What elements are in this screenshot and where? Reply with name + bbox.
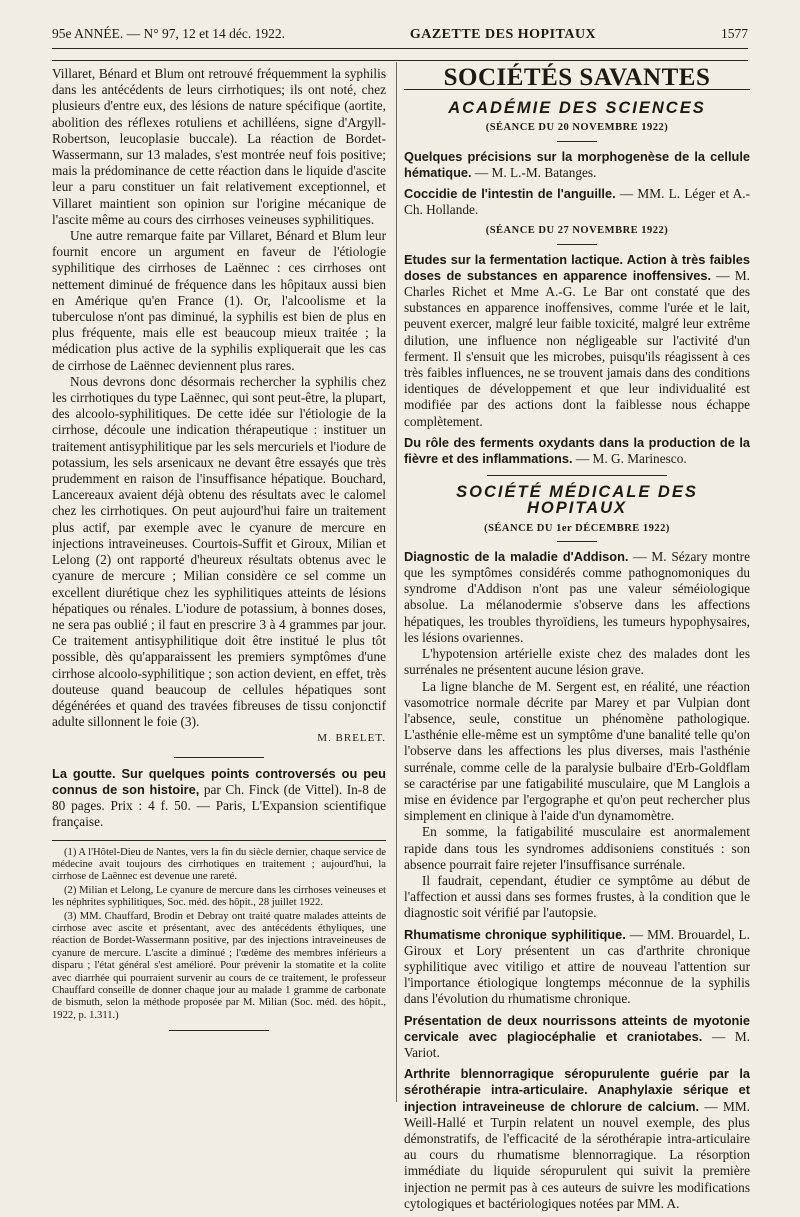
article-title: Du rôle des ferments oxydants dans la production de la fièvre et des inflammations. bbox=[404, 434, 750, 467]
article-title: Présentation de deux nourrissons atteints de myotonie cervicale avec plagiocéphalie et craniotabes. bbox=[404, 1012, 750, 1044]
session-date: (SÉANCE DU 1er DÉCEMBRE 1922) bbox=[484, 522, 670, 534]
article-body: — M. Variot. bbox=[404, 1028, 751, 1060]
left-column bbox=[52, 66, 386, 1031]
article bbox=[404, 252, 750, 430]
article bbox=[404, 435, 750, 467]
paragraph: Une autre remarque faite par Villaret, Bénard et Blum leur fournit encore un argument en faveur de l'étiologie syphilitique des cirrhoses de Laënnec : ces cirrhoses ont nettement diminué de fréquence dans les hôpitaux aussi bien en Amérique qu'en France (1). Or, l'alcoolisme et la tuberculose n'ont pas diminué, la syphilis est bien de plus en plus fréquente, mais elle est beaucoup mieux traitée ; la médication plus active de la syphilis expliquerait que les cas de cirrhose de Laënnec deviennent plus rares. bbox=[52, 228, 386, 373]
article-body: — M. G. Marinesco. bbox=[572, 451, 687, 467]
book-review bbox=[52, 766, 386, 830]
article bbox=[404, 927, 750, 1008]
footnote: (3) MM. Chauffard, Brodin et Debray ont traité quatre malades atteints de cirrhose avec ascite et présentant, avec des antécédents éthyliques, une réaction de Bordet-Wassermann positive, par des injections intraveineuses de cyanure de mercure. L'ascite a diminué ; l'œdème des membres inférieurs a disparu ; l'état général s'est amélioré. Pour prévenir la stomatite et la colite avec diarrhée qui pourraient survenir au cours de ce traitement, le professeur Chauffard conseille de donner chaque jour au malade 1 gramme de carbonate de bismuth, selon la méthode proposée par M. Milian (Soc. méd. des hôpit., 1922, p. 1.311.) bbox=[52, 910, 386, 1021]
column-divider bbox=[396, 62, 397, 1102]
footnote: (1) A l'Hôtel-Dieu de Nantes, vers la fin du siècle dernier, chaque service de médecine avait toujours des cirrhotiques en traitement ; aujourd'hui, la cirrhose de Laënnec est devenue une rareté. bbox=[52, 846, 386, 883]
separator bbox=[174, 757, 264, 758]
societe-title: SOCIÉTÉ MÉDICALE DES HOPITAUX bbox=[456, 483, 698, 518]
article bbox=[404, 1013, 750, 1062]
article bbox=[404, 549, 750, 922]
paragraph: Villaret, Bénard et Blum ont retrouvé fréquemment la syphilis dans les antécédents de leurs cirrhotiques; ils ont noté, chez plusieurs d'entre eux, des lésions de nature spécifique (aortite, abolition des réflexes rotuliens et achilléens, signe d'Argyll-Robertson, leucoplasie buccale). La réaction de Bordet-Wassermann, sur 13 malades, s'est montrée neuf fois positive; mais la prédominance de cette réaction dans le liquide d'ascite leur a paru constituer un fait relativement exceptionnel, et Villaret maintient son opinion sur l'origine mécanique de l'ascite même au cours des cirrhoses veineuses syphilitiques. bbox=[52, 66, 386, 227]
end-separator bbox=[169, 1030, 269, 1031]
article-title: Etudes sur la fermentation lactique. Action à très faibles doses de substances en apparence inoffensives. bbox=[404, 251, 750, 283]
separator bbox=[487, 475, 667, 476]
session-date: (SÉANCE DU 27 NOVEMBRE 1922) bbox=[485, 225, 669, 237]
section-title: SOCIÉTÉS SAVANTES bbox=[443, 64, 711, 91]
article-title: Coccidie de l'intestin de l'anguille. bbox=[404, 186, 616, 202]
journal-title: GAZETTE DES HOPITAUX bbox=[409, 27, 597, 42]
article bbox=[404, 149, 750, 181]
running-header bbox=[52, 26, 748, 46]
footnote: (2) Milian et Lelong, Le cyanure de mercure dans les cirrhoses veineuses et les néphrites syphilitiques, Soc. méd. des hôpit., 28 juillet 1922. bbox=[52, 884, 386, 909]
paragraph: Nous devrons donc désormais rechercher la syphilis chez les cirrhotiques du type Laënnec, qui sont peut-être, la plupart, des alcoolo-syphilitiques. De cette idée sur l'étiologie de la cirrhose, découle une indication thérapeutique : instituer un traitement antisyphilitique par les sels mercuriels et l'iodure de potassium, les sels arsenicaux ne devant être essayés que très prudemment en raison de l'insuffisance hépatique. Bouchard, Lancereaux avaient déjà obtenu des résultats avec le calomel chez les cirrhotiques. On peut aujourd'hui faire un traitement plus actif, par exemple avec le cyanure de mercure en injections intraveineuses. Courtois-Suffit et Giroux, Milian et Lelong (2) ont rapporté d'heureux résultats obtenus avec le cyanure de mercure ; Milian considère ce sel comme un excellent diurétique chez les syphilitiques atteints de lésions hépatiques ou rénales. L'iodure de potassium, à bonnes doses, ne sera pas oublié ; il faut en prescrire 3 à 4 grammes par jour. Ce traitement antisyphilitique doit être institué le plus tôt possible, dès qu'apparaissent les premiers symptômes d'une cirrhose alcoolo-syphilitique ; son action devient, en effet, très douteuse quand beaucoup de cellules hépatiques sont dégénérées et quand des travées fibreuses de tissu conjonctif adulte sillonnent le foie (3). bbox=[52, 373, 386, 730]
article-body: — M. Charles Richet et Mme A.-G. Le Bar ont constaté que des substances en apparence inoffensives, comme l'urée et le lait, peuvent exercer, malgré leur faible toxicité, malgré leur extrême dilution, une influence non négligeable sur l'activité d'un ferment. Il s'ensuit que les microbes, puisqu'ils réagissent à ces très faibles influences, ne se trouvent jamais dans des conditions identiques de développement et que leur individualité est modifiée par des actions dont la faiblesse nous échappe complètement. bbox=[404, 267, 750, 429]
academie-title: ACADÉMIE DES SCIENCES bbox=[448, 99, 706, 118]
article-title: Diagnostic de la maladie d'Addison. bbox=[404, 548, 629, 564]
article-title: Quelques précisions sur la morphogenèse de la cellule hématique. bbox=[404, 148, 750, 180]
article-body: — M. L.-M. Batanges. bbox=[471, 164, 597, 180]
paragraph: Il faudrait, cependant, étudier ce symptôme au début de l'affection et aussi dans ses formes frustes, à la condition que le diagnostic soit vérifié par l'autopsie. bbox=[404, 872, 750, 921]
book-details: par Ch. Finck (de Vittel). In-8 de 80 pages. Prix : 4 f. 50. — Paris, L'Expansion scientifique française. bbox=[52, 781, 386, 829]
paragraph: L'hypotension artérielle existe chez des malades dont les surrénales ne présentent aucune lésion grave. bbox=[404, 646, 750, 678]
session-date: (SÉANCE DU 20 NOVEMBRE 1922) bbox=[485, 122, 669, 134]
footnotes bbox=[52, 847, 386, 1023]
article-title: Rhumatisme chronique syphilitique. bbox=[404, 926, 626, 942]
author-signature: M. BRELET. bbox=[317, 732, 386, 745]
article-body: — MM. Weill-Hallé et Turpin relatent un nouvel exemple, des plus démonstratifs, de l'efficacité de la sérothérapie intra-articulaire au cours du rhumatisme blennorragique. La résorption immédiate du liquide séropurulent qui suivit la première injection ne permit pas à ces auteurs de suivre les modifications cytologiques et bactériologiques notées par MM. A. bbox=[404, 1098, 750, 1211]
separator bbox=[557, 244, 597, 245]
book-title: La goutte. Sur quelques points controversés ou peu connus de son histoire, bbox=[52, 765, 386, 797]
page-number: 1577 bbox=[721, 26, 748, 41]
footnote-rule bbox=[52, 840, 386, 841]
article-title: Arthrite blennorragique séropurulente guérie par la sérothérapie intra-articulaire. Anaphylaxie sérique et injection intraveineuse de chlorure de calcium. bbox=[404, 1066, 750, 1114]
header-rule bbox=[52, 48, 748, 49]
article bbox=[404, 1066, 750, 1212]
paragraph: En somme, la fatigabilité musculaire est anormalement rapide dans tous les syndromes addisoniens constitués : son absence pourrait faire rejeter l'insuffisance surrénale. bbox=[404, 824, 750, 872]
separator bbox=[557, 141, 597, 142]
article-body: — MM. Brouardel, L. Giroux et Lory présentent un cas d'arthrite chronique syphilitique avec vitiligo et attire de nouveau l'attention sur l'importance étiologique longtemps méconnue de la syphilis dans l'évolution du rhumatisme chronique. bbox=[404, 926, 750, 1007]
article-body: — M. Sézary montre que les symptômes considérés comme pathognomoniques du syndrome d'Addison n'ont pas une valeur séméiologique absolue. La mélanodermie s'observe dans les affections hépatiques, les troubles thyroïdiens, les tumeurs hypophysaires, les lésions ovariennes. bbox=[404, 548, 750, 645]
issue-info: 95e ANNÉE. — N° 97, 12 et 14 déc. 1922. bbox=[52, 26, 285, 41]
right-column bbox=[404, 66, 750, 1217]
separator bbox=[557, 541, 597, 542]
header-rule-lower bbox=[52, 60, 748, 61]
article-body: — MM. L. Léger et A.-Ch. Hollande. bbox=[404, 186, 750, 218]
article bbox=[404, 186, 750, 218]
paragraph: La ligne blanche de M. Sergent est, en réalité, une réaction vasomotrice normale décrite par Marey et par Vulpian dont l'absence, seule, constitue un phénomène pathologique. L'asthénie elle-même est un symptôme d'une banalité telle qu'on l'observe dans les affections les plus diverses, mais l'asthénie surrénale, comme celle de la paralysie bulbaire d'Erb-Goldflam se caractérise par une fatigabilité musculaire, que M Langlois a mise en évidence par l'ergographe et qu'on peut rechercher plus simplement en clinique à l'aide d'un dynamomètre. bbox=[404, 678, 750, 824]
